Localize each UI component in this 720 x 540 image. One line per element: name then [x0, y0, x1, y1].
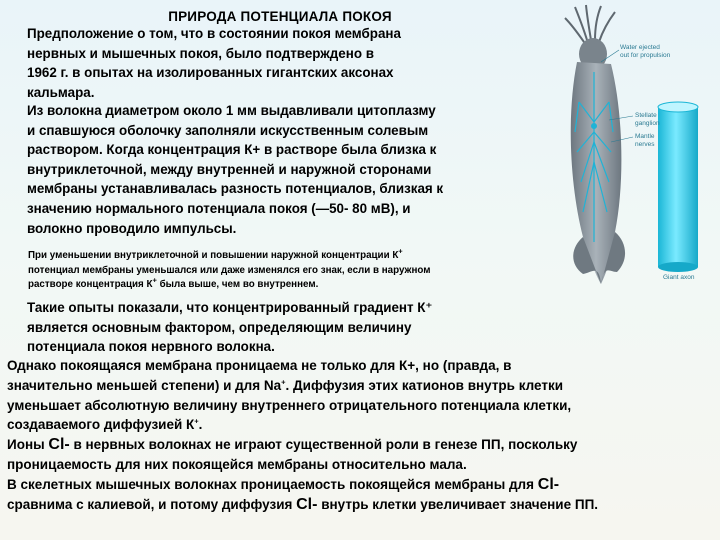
perm-line-2b: . Диффузия этих катионов внутрь клетки: [285, 377, 564, 393]
squid-giant-axon-figure: [553, 2, 715, 288]
perm-line-6: проницаемость для них покоящейся мембраны относительно мала.: [7, 456, 467, 472]
note-line-3b: была выше, чем во внутреннем.: [156, 279, 319, 290]
perm-line-8a: сравнима с калиевой, и потому диффузия: [7, 496, 297, 512]
note-line-2: потенциал мембраны уменьшался или даже изменялся его знак, если в наружном: [28, 264, 431, 276]
intro-paragraph: Предположение о том, что в состоянии покоя мембрана нервных и мышечных покоя, было подтверждено в 1962 г. в опытах на изолированных гигантских аксонах кальмара.: [27, 26, 401, 100]
chloride-symbol: Cl-: [48, 436, 70, 454]
plus-superscript: +: [152, 275, 157, 285]
plus-superscript: +: [194, 416, 199, 426]
perm-line-4a: создаваемого диффузией К: [7, 417, 195, 433]
perm-line-5b: в нервных волокнах не играют существенной роли в генезе ПП, поскольку: [69, 437, 578, 453]
tentacles: [565, 5, 615, 42]
perm-line-2a: значительно меньшей степени) и для Na: [7, 377, 282, 393]
giant-axon-cylinder: [658, 102, 698, 272]
note-line-3a: растворе концентрация К: [28, 279, 153, 290]
label-giant-axon: Giant axon: [663, 274, 695, 281]
plus-superscript: +: [398, 246, 403, 256]
perm-line-3: уменьшает абсолютную величину внутреннего отрицательного потенциала клетки,: [7, 397, 572, 413]
perm-line-4b: .: [198, 417, 203, 433]
label-water-ejected: Water ejected out for propulsion: [620, 44, 671, 59]
slide-title: ПРИРОДА ПОТЕНЦИАЛА ПОКОЯ: [168, 9, 392, 24]
perm-line-5a: Ионы: [7, 437, 49, 453]
perm-line-7a: В скелетных мышечных волокнах проницаемость покоящейся мембраны для: [7, 476, 538, 492]
experiment-paragraph: Из волокна диаметром около 1 мм выдавливали цитоплазму и спавшуюся оболочку заполняли искусственным солевым раствором. Когда концентрация К+ в растворе была близка к внутриклеточной, между внутренней и наружной сторонами мембраны устанавливалась разность потенциалов, близкая к значению нормального потенциала покоя (—50- 80 мВ), и волокно проводило импульсы.: [27, 103, 444, 236]
label-mantle-nerves: Mantle nerves: [635, 133, 655, 148]
stellate-ganglion: [591, 123, 597, 129]
plus-superscript: +: [281, 377, 286, 387]
perm-line-1: Однако покоящаяся мембрана проницаема не только для К+, но (правда, в: [7, 358, 512, 373]
note-line-1: При уменьшении внутриклеточной и повышении наружной концентрации К: [28, 250, 399, 261]
perm-line-8b: внутрь клетки увеличивает значение ПП.: [317, 496, 599, 512]
conclusion-paragraph: Такие опыты показали, что концентрированный градиент К⁺ является основным фактором, определяющим величину потенциала покоя нервного волокна.: [27, 300, 433, 355]
chloride-symbol: Cl-: [537, 475, 560, 493]
concentration-note: [28, 246, 548, 293]
chloride-symbol: Cl-: [296, 495, 318, 513]
label-stellate-ganglion: Stellate ganglion: [635, 112, 660, 127]
permeability-paragraph: [7, 356, 715, 514]
